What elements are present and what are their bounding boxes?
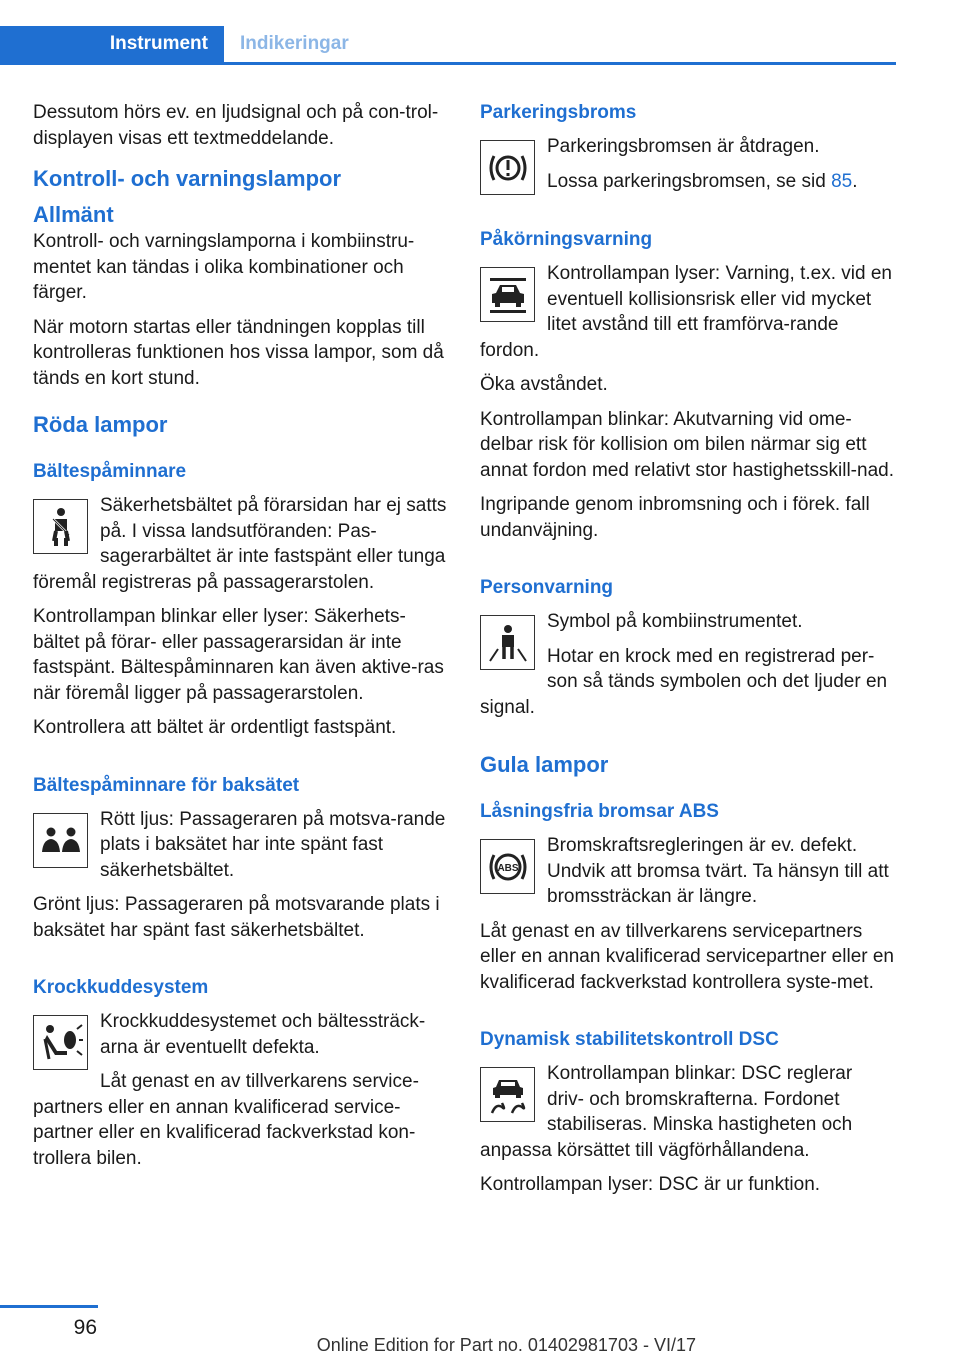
abs-icon (480, 839, 535, 894)
page-link-85[interactable]: 85 (831, 170, 853, 192)
abs-heading: Låsningsfria bromsar ABS (480, 801, 719, 822)
dsc-icon (480, 1067, 535, 1122)
tab-indikeringar[interactable]: Indikeringar (240, 33, 349, 54)
parking-brake-item (480, 100, 894, 203)
rear-seatbelt-heading: Bältespåminnare för baksätet (33, 774, 300, 796)
collision-paragraph-1: Kontrollampan lyser: Varning, t.ex. vid en eventuell kollisionsrisk eller vid mycket litet avstånd till ett framförva‐rande fordon. (480, 263, 892, 361)
collision-warning-heading: Påkörningsvarning (480, 229, 653, 250)
pedestrian-paragraph-1: Symbol på kombiinstrumentet. (547, 611, 803, 632)
parking-brake-text: Lossa parkeringsbromsen, se sid (547, 170, 832, 192)
seatbelt-item (33, 459, 447, 741)
pedestrian-warning-item (480, 575, 894, 729)
abs-paragraph-2: Låt genast en av tillverkarens servicepartners eller en annan kvalificerad servicepartner eller en kvalificerad fackverkstad kontrollera syste‐met. (480, 920, 895, 993)
collision-warning-icon (480, 267, 535, 322)
collision-paragraph-3: Kontrollampan blinkar: Akutvarning vid ome‐delbar risk för kollision om bilen närmar sig ett annat fordon med relativt stor hastighetsskill‐nad. (480, 408, 894, 481)
abs-item (480, 799, 894, 995)
parking-brake-heading: Parkeringsbroms (480, 102, 637, 123)
collision-warning-item (480, 227, 894, 543)
pedestrian-warning-heading: Personvarning (480, 577, 614, 598)
collision-paragraph-2: Öka avståndet. (480, 374, 608, 395)
seatbelt-icon (33, 499, 88, 554)
airbag-icon (33, 1015, 88, 1070)
abs-paragraph-1: Bromskraftsregleringen är ev. defekt. Undvik att bromsa tvärt. Ta hänsyn till att bromssträckan är längre. (547, 835, 889, 907)
dsc-paragraph-2: Kontrollampan lyser: DSC är ur funktion. (480, 1174, 821, 1195)
rear-seatbelt-paragraph-1: Rött ljus: Passageraren på motsva‐rande plats i baksätet har inte spänt fast säkerhetsbältet. (100, 808, 446, 881)
general-paragraph-2: När motorn startas eller tändningen kopplas till kontrolleras funktionen hos vissa lampor, som då tänds en kort stund. (33, 316, 444, 389)
tab-instrument[interactable]: Instrument (0, 26, 224, 62)
seatbelt-paragraph-3: Kontrollera att bältet är ordentligt fastspänt. (33, 717, 397, 738)
general-paragraph-1: Kontroll- och varningslamporna i kombiinstru‐mentet kan tändas i olika kombinationer och färger. (33, 231, 415, 303)
header-tabbar (0, 26, 896, 65)
page-number: 96 (73, 1316, 97, 1339)
footer-rule (0, 1305, 98, 1308)
pedestrian-paragraph-2: Hotar en krock med en registrerad per‐son så tänds symbolen och det ljuder en signal. (480, 645, 888, 718)
dsc-heading: Dynamisk stabilitetskontroll DSC (480, 1029, 779, 1050)
general-heading: Allmänt (33, 202, 114, 227)
section-title: Kontroll- och varningslampor (33, 166, 342, 191)
abs-badge-text: ABS (496, 862, 519, 874)
right-column (480, 100, 894, 1207)
left-column (33, 100, 447, 1180)
rear-seatbelt-icon (33, 813, 88, 868)
parking-brake-paragraph-2 (480, 169, 894, 195)
collision-paragraph-4: Ingripande genom inbromsning och i förek. fall undanväjning. (480, 494, 870, 541)
airbag-item (33, 975, 447, 1180)
dsc-item (480, 1027, 894, 1198)
intro-text: Dessutom hörs ev. en ljudsignal och på con‐trol-displayen visas ett textmeddelande. (33, 102, 439, 149)
dsc-paragraph-1: Kontrollampan blinkar: DSC reglerar driv- och bromskrafterna. Fordonet stabiliseras. Minska hastigheten och anpassa körsättet till vägförhållandena. (480, 1063, 853, 1161)
seatbelt-paragraph-1: Säkerhetsbältet på förarsidan har ej satts på. I vissa landsutföranden: Pas‐sagerarbältet är inte fastspänt eller tunga föremål registreras på passagerarstolen. (33, 495, 447, 593)
seatbelt-paragraph-2: Kontrollampan blinkar eller lyser: Säkerhets‐bältet på förar- eller passagerarsidan är inte fastspänt. Bältespåminnaren kan även aktive‐ras när föremål ligger på passagerarstolen. (33, 606, 444, 704)
parking-brake-paragraph-1: Parkeringsbromsen är åtdragen. (547, 136, 820, 157)
rear-seatbelt-paragraph-2: Grönt ljus: Passageraren på motsvarande plats i baksätet har spänt fast säkerhetsbältet. (33, 894, 440, 941)
airbag-paragraph-1: Krockkuddesystemet och bältessträck‐arna är eventuellt defekta. (100, 1011, 426, 1058)
seatbelt-heading: Bältespåminnare (33, 461, 187, 482)
red-lamps-heading: Röda lampor (33, 412, 168, 437)
rear-seatbelt-item (33, 773, 447, 944)
yellow-lamps-heading: Gula lampor (480, 752, 609, 777)
parking-brake-suffix: . (852, 170, 858, 192)
airbag-paragraph-2: Låt genast en av tillverkarens service‐partners eller en annan kvalificerad service‐partner eller en kvalificerad fackverkstad kon‐trollera bilen. (33, 1071, 419, 1169)
edition-text: Online Edition for Part no. 01402981703 - VI/17 (316, 1335, 696, 1355)
airbag-heading: Krockkuddesystem (33, 977, 209, 998)
pedestrian-warning-icon (480, 615, 535, 670)
parking-brake-icon (480, 140, 535, 195)
